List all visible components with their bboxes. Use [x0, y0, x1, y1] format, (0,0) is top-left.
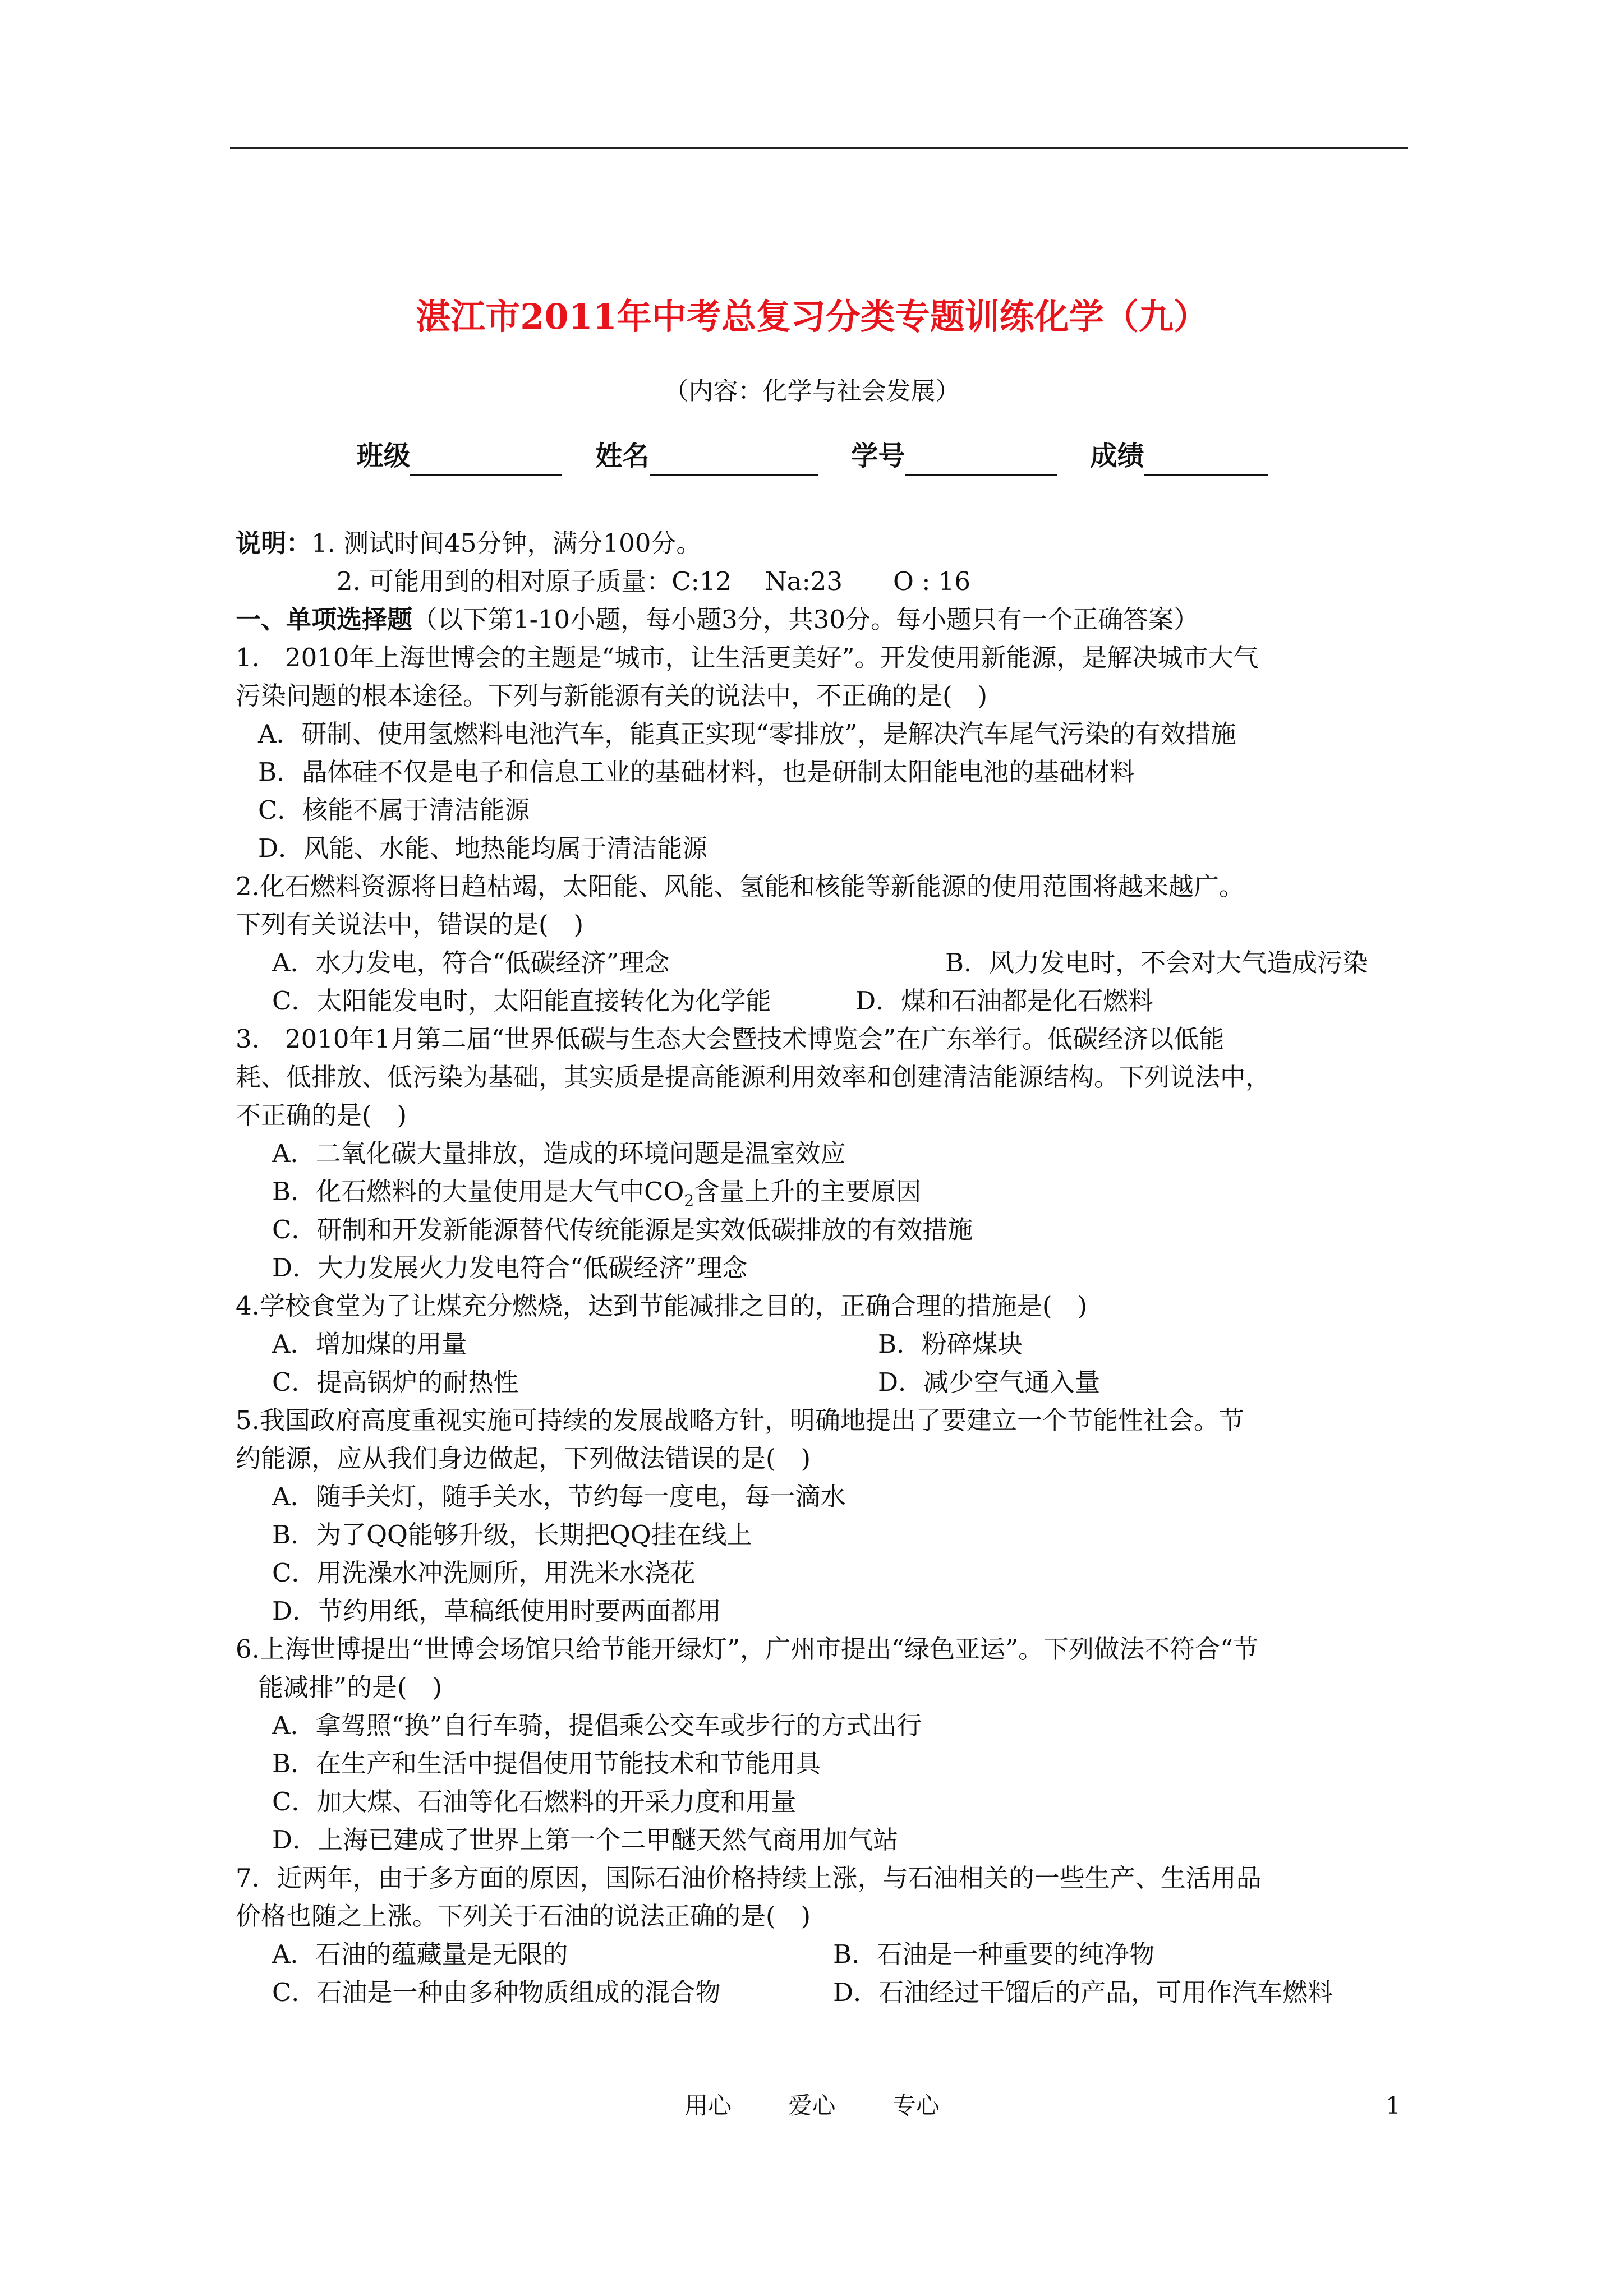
note-line-1: [236, 524, 1419, 563]
q5-option-a: A．随手关灯，随手关水，节约每一度电，每一滴水: [272, 1482, 846, 1511]
footer-word-2: 爱心: [788, 2092, 836, 2119]
note-text-1: 1. 测试时间45分钟，满分100分。: [311, 528, 702, 558]
q3-option-b-post: 含量上升的主要原因: [694, 1177, 922, 1206]
q3-stem-1: 3. 2010年1月第二届“世界低碳与生态大会暨技术博览会”在广东举行。低碳经济以低能: [236, 1024, 1225, 1054]
q4-option-a: A．增加煤的用量: [272, 1329, 467, 1359]
q2-options-ab: [236, 944, 1419, 982]
q3-stem-2: 耗、低排放、低污染为基础，其实质是提高能源利用效率和创建清洁能源结构。下列说法中，: [236, 1062, 1271, 1092]
q6-stem-1: 6.上海世博提出“世博会场馆只给节能开绿灯”，广州市提出“绿色亚运”。下列做法不符合“节: [236, 1634, 1258, 1664]
header-rule: [230, 147, 1408, 149]
score-blank: [1144, 445, 1268, 476]
number-field: [852, 436, 1057, 476]
q3-option-b: [236, 1173, 1419, 1211]
q5-stem-2: 约能源，应从我们身边做起，下列做法错误的是( ): [236, 1444, 811, 1473]
q3-option-b-pre: B．化石燃料的大量使用是大气中CO: [272, 1177, 684, 1206]
note-label: 说明：: [236, 528, 312, 558]
q1-stem-2: 污染问题的根本途径。下列与新能源有关的说法中，不正确的是( ): [236, 681, 988, 711]
q4-stem-1: 4.学校食堂为了让煤充分燃烧，达到节能减排之目的，正确合理的措施是( ): [236, 1291, 1088, 1321]
q2-options-cd: [236, 982, 1419, 1020]
q7-option-c: C．石油是一种由多种物质组成的混合物: [272, 1977, 721, 2007]
q7-option-d: D．石油经过干馏后的产品，可用作汽车燃料: [833, 1977, 1333, 2007]
q4-option-d: D．减少空气通入量: [878, 1367, 1101, 1397]
q1-option-b: B．晶体硅不仅是电子和信息工业的基础材料，也是研制太阳能电池的基础材料: [258, 757, 1135, 787]
name-label: 姓名: [595, 440, 650, 472]
section-1-title: 一、单项选择题: [236, 605, 413, 634]
number-label: 学号: [851, 440, 905, 472]
q3-option-b-subscript: 2: [684, 1191, 694, 1210]
name-blank: [650, 445, 818, 476]
q7-option-b: B．石油是一种重要的纯净物: [833, 1939, 1155, 1969]
q7-options-cd: [236, 1974, 1419, 2012]
q3-stem-3: 不正确的是( ): [236, 1100, 407, 1130]
q4-options-ab: [236, 1325, 1419, 1363]
section-1-heading: [236, 601, 1419, 639]
q1-option-d: D．风能、水能、地热能均属于清洁能源: [258, 833, 708, 863]
q1-stem-1: 1. 2010年上海世博会的主题是“城市，让生活更美好”。开发使用新能源，是解决城市大气: [236, 643, 1259, 672]
exam-content: [236, 524, 1419, 2012]
q7-options-ab: [236, 1935, 1419, 1974]
class-blank: [410, 445, 562, 476]
q2-option-d: D．煤和石油都是化石燃料: [855, 986, 1154, 1016]
q5-option-c: C．用洗澡水冲洗厕所，用洗米水浇花: [272, 1558, 696, 1588]
q4-options-cd: [236, 1363, 1419, 1401]
score-label: 成绩: [1090, 440, 1144, 472]
student-info-row: [0, 436, 1624, 476]
q5-stem-1: 5.我国政府高度重视实施可持续的发展战略方针，明确地提出了要建立一个节能性社会。节: [236, 1405, 1244, 1435]
name-field: [595, 436, 817, 476]
page-title: 湛江市2011年中考总复习分类专题训练化学（九）: [416, 296, 1208, 337]
page-footer: [0, 2089, 1624, 2123]
q7-stem-1: 7．近两年，由于多方面的原因，国际石油价格持续上涨，与石油相关的一些生产、生活用品: [236, 1863, 1262, 1893]
q3-option-c: C．研制和开发新能源替代传统能源是实效低碳排放的有效措施: [272, 1215, 973, 1244]
q6-option-b: B．在生产和生活中提倡使用节能技术和节能用具: [272, 1749, 821, 1778]
q3-option-d: D．大力发展火力发电符合“低碳经济”理念: [272, 1253, 748, 1283]
q2-option-c: C．太阳能发电时，太阳能直接转化为化学能: [272, 986, 771, 1016]
page-number: 1: [1386, 2092, 1401, 2119]
q6-stem-2: 能减排”的是( ): [258, 1672, 443, 1702]
q3-option-a: A．二氧化碳大量排放，造成的环境问题是温室效应: [272, 1138, 846, 1168]
q1-option-c: C．核能不属于清洁能源: [258, 795, 530, 825]
number-blank: [905, 445, 1057, 476]
q7-stem-2: 价格也随之上涨。下列关于石油的说法正确的是( ): [236, 1901, 811, 1931]
class-label: 班级: [356, 440, 411, 472]
q6-option-c: C．加大煤、石油等化石燃料的开采力度和用量: [272, 1787, 797, 1816]
q5-option-d: D．节约用纸，草稿纸使用时要两面都用: [272, 1596, 722, 1626]
section-1-desc: （以下第1-10小题，每小题3分，共30分。每小题只有一个正确答案）: [412, 605, 1199, 634]
q7-option-a: A．石油的蕴藏量是无限的: [272, 1939, 568, 1969]
q6-option-a: A．拿驾照“换”自行车骑，提倡乘公交车或步行的方式出行: [272, 1711, 922, 1740]
note-line-2: 2. 可能用到的相对原子质量：C:12 Na:23 O : 16: [337, 566, 970, 596]
q2-stem-2: 下列有关说法中，错误的是( ): [236, 910, 584, 939]
q2-option-a: A．水力发电，符合“低碳经济”理念: [272, 948, 670, 978]
score-field: [1091, 436, 1268, 476]
footer-word-1: 用心: [684, 2092, 732, 2119]
q2-option-b: B．风力发电时，不会对大气造成污染: [945, 948, 1368, 978]
q6-option-d: D．上海已建成了世界上第一个二甲醚天然气商用加气站: [272, 1825, 899, 1855]
footer-word-3: 专心: [892, 2092, 940, 2119]
q2-stem-1: 2.化石燃料资源将日趋枯竭，太阳能、风能、氢能和核能等新能源的使用范围将越来越广。: [236, 872, 1244, 901]
q4-option-c: C．提高锅炉的耐热性: [272, 1367, 519, 1397]
q4-option-b: B．粉碎煤块: [878, 1329, 1023, 1359]
class-field: [356, 436, 562, 476]
q5-option-b: B．为了QQ能够升级，长期把QQ挂在线上: [272, 1520, 752, 1550]
q1-option-a: A．研制、使用氢燃料电池汽车，能真正实现“零排放”，是解决汽车尾气污染的有效措施: [258, 719, 1236, 749]
page-subtitle: （内容：化学与社会发展）: [664, 377, 960, 405]
